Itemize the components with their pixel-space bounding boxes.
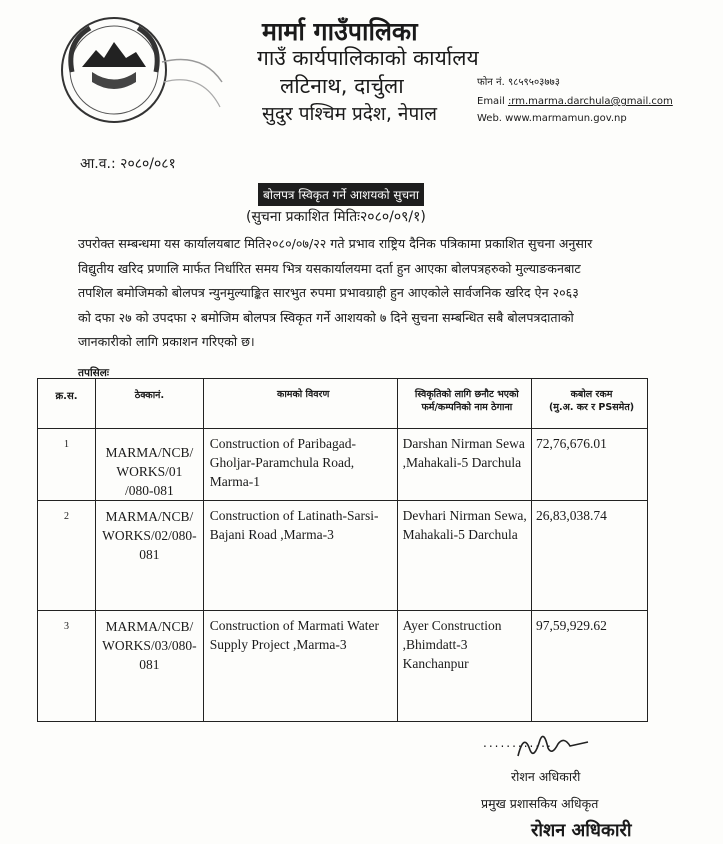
notice-title: बोलपत्र स्विकृत गर्ने आशयको सुचना bbox=[258, 183, 424, 206]
body-line: विद्युतीय खरिद प्रणालि मार्फत निर्धारित समय भित्र यसकार्यालयमा दर्ता हुन आएका बोलपत्रहरुको मुल्याङकनबाट bbox=[78, 260, 581, 276]
government-emblem-icon bbox=[52, 12, 232, 130]
fiscal-year: आ.व.: २०८०/०८१ bbox=[80, 156, 176, 172]
table-row bbox=[38, 429, 648, 501]
header-contract: ठेक्कानं. bbox=[96, 379, 204, 429]
header-firm: स्विकृतिको लागि छनौट भएको फर्म/कम्पनिको नाम ठेगाना bbox=[397, 379, 531, 429]
province-name: सुदुर पश्चिम प्रदेश, नेपाल bbox=[262, 103, 438, 125]
details-label: तपसिलः bbox=[78, 367, 110, 379]
organization-name: मार्मा गाउँपालिका bbox=[262, 17, 418, 46]
cell-firm: Darshan Nirman Sewa ,Mahakali-5 Darchula bbox=[397, 429, 531, 501]
email-line bbox=[477, 96, 673, 107]
table-header-row bbox=[38, 379, 648, 429]
web-line bbox=[477, 113, 627, 124]
web-label: Web. bbox=[477, 113, 502, 124]
body-line: तपशिल बमोजिमको बोलपत्र न्युनमुल्याङ्कित सारभुत रुपमा प्रभावग्राही हुन आएकोले सार्वजनिक खरिद ऐन २०६३ bbox=[78, 285, 579, 300]
bid-table bbox=[37, 378, 648, 722]
cell-amount: 97,59,929.62 bbox=[532, 611, 648, 722]
cell-work: Construction of Latinath-Sarsi- Bajani Road ,Marma-3 bbox=[203, 501, 397, 611]
header-work: कामको विवरण bbox=[203, 379, 397, 429]
cell-firm: Ayer Construction ,Bhimdatt-3 Kanchanpur bbox=[397, 611, 531, 722]
published-date: (सुचना प्रकाशित मितिः२०८०/०९/१) bbox=[246, 209, 426, 225]
header-amount: कबोल रकम (मु.अ. कर र PSसमेत) bbox=[532, 379, 648, 429]
phone-line bbox=[477, 74, 560, 88]
cell-work: Construction of Paribagad- Gholjar-Paramchula Road, Marma-1 bbox=[203, 429, 397, 501]
cell-amount: 26,83,038.74 bbox=[532, 501, 648, 611]
body-line: को दफा २७ को उपदफा २ बमोजिम बोलपत्र स्विकृत गर्ने आशयको ७ दिने सुचना सम्बन्धित सबै बोलपत्रदाताको bbox=[78, 309, 574, 325]
web-address: www.marmamun.gov.np bbox=[505, 113, 627, 124]
cell-sn: 2 bbox=[38, 501, 96, 611]
body-line: उपरोक्त सम्बन्धमा यस कार्यालयबाट मिति२०८०/०७/२२ गते प्रभाव राष्ट्रिय दैनिक पत्रिकामा प्रकाशित सुचना अनुसार bbox=[78, 236, 593, 251]
cell-contract: MARMA/NCB/ WORKS/01 /080-081 bbox=[96, 429, 204, 501]
signature-line: ............ bbox=[483, 736, 553, 750]
cell-contract: MARMA/NCB/ WORKS/03/080- 081 bbox=[96, 611, 204, 722]
cell-sn: 3 bbox=[38, 611, 96, 722]
signer-designation: प्रमुख प्रशासकिय अधिकृत bbox=[481, 796, 599, 811]
cell-sn: 1 bbox=[38, 429, 96, 501]
signer-name: रोशन अधिकारी bbox=[511, 769, 581, 784]
name-stamp: रोशन अधिकारी bbox=[531, 820, 632, 841]
table-row bbox=[38, 611, 648, 722]
handwritten-signature bbox=[510, 726, 600, 766]
cell-amount: 72,76,676.01 bbox=[532, 429, 648, 501]
email-address: :rm.marma.darchula@gmail.com bbox=[507, 96, 673, 107]
cell-contract: MARMA/NCB/ WORKS/02/080- 081 bbox=[96, 501, 204, 611]
cell-firm: Devhari Nirman Sewa, Mahakali-5 Darchula bbox=[397, 501, 531, 611]
header-sn: क्र.स. bbox=[38, 379, 96, 429]
cell-work: Construction of Marmati Water Supply Project ,Marma-3 bbox=[203, 611, 397, 722]
office-address: लटिनाथ, दार्चुला bbox=[280, 74, 404, 98]
phone-number: ९८५९५०३७७३ bbox=[507, 77, 560, 88]
phone-label: फोन नं. bbox=[477, 77, 505, 88]
office-name: गाउँ कार्यपालिकाको कार्यालय bbox=[257, 46, 479, 70]
notice-body bbox=[78, 232, 668, 355]
email-label: Email bbox=[477, 96, 505, 107]
table-row bbox=[38, 501, 648, 611]
body-line: जानकारीको लागि प्रकाशन गरिएको छ। bbox=[78, 334, 255, 349]
